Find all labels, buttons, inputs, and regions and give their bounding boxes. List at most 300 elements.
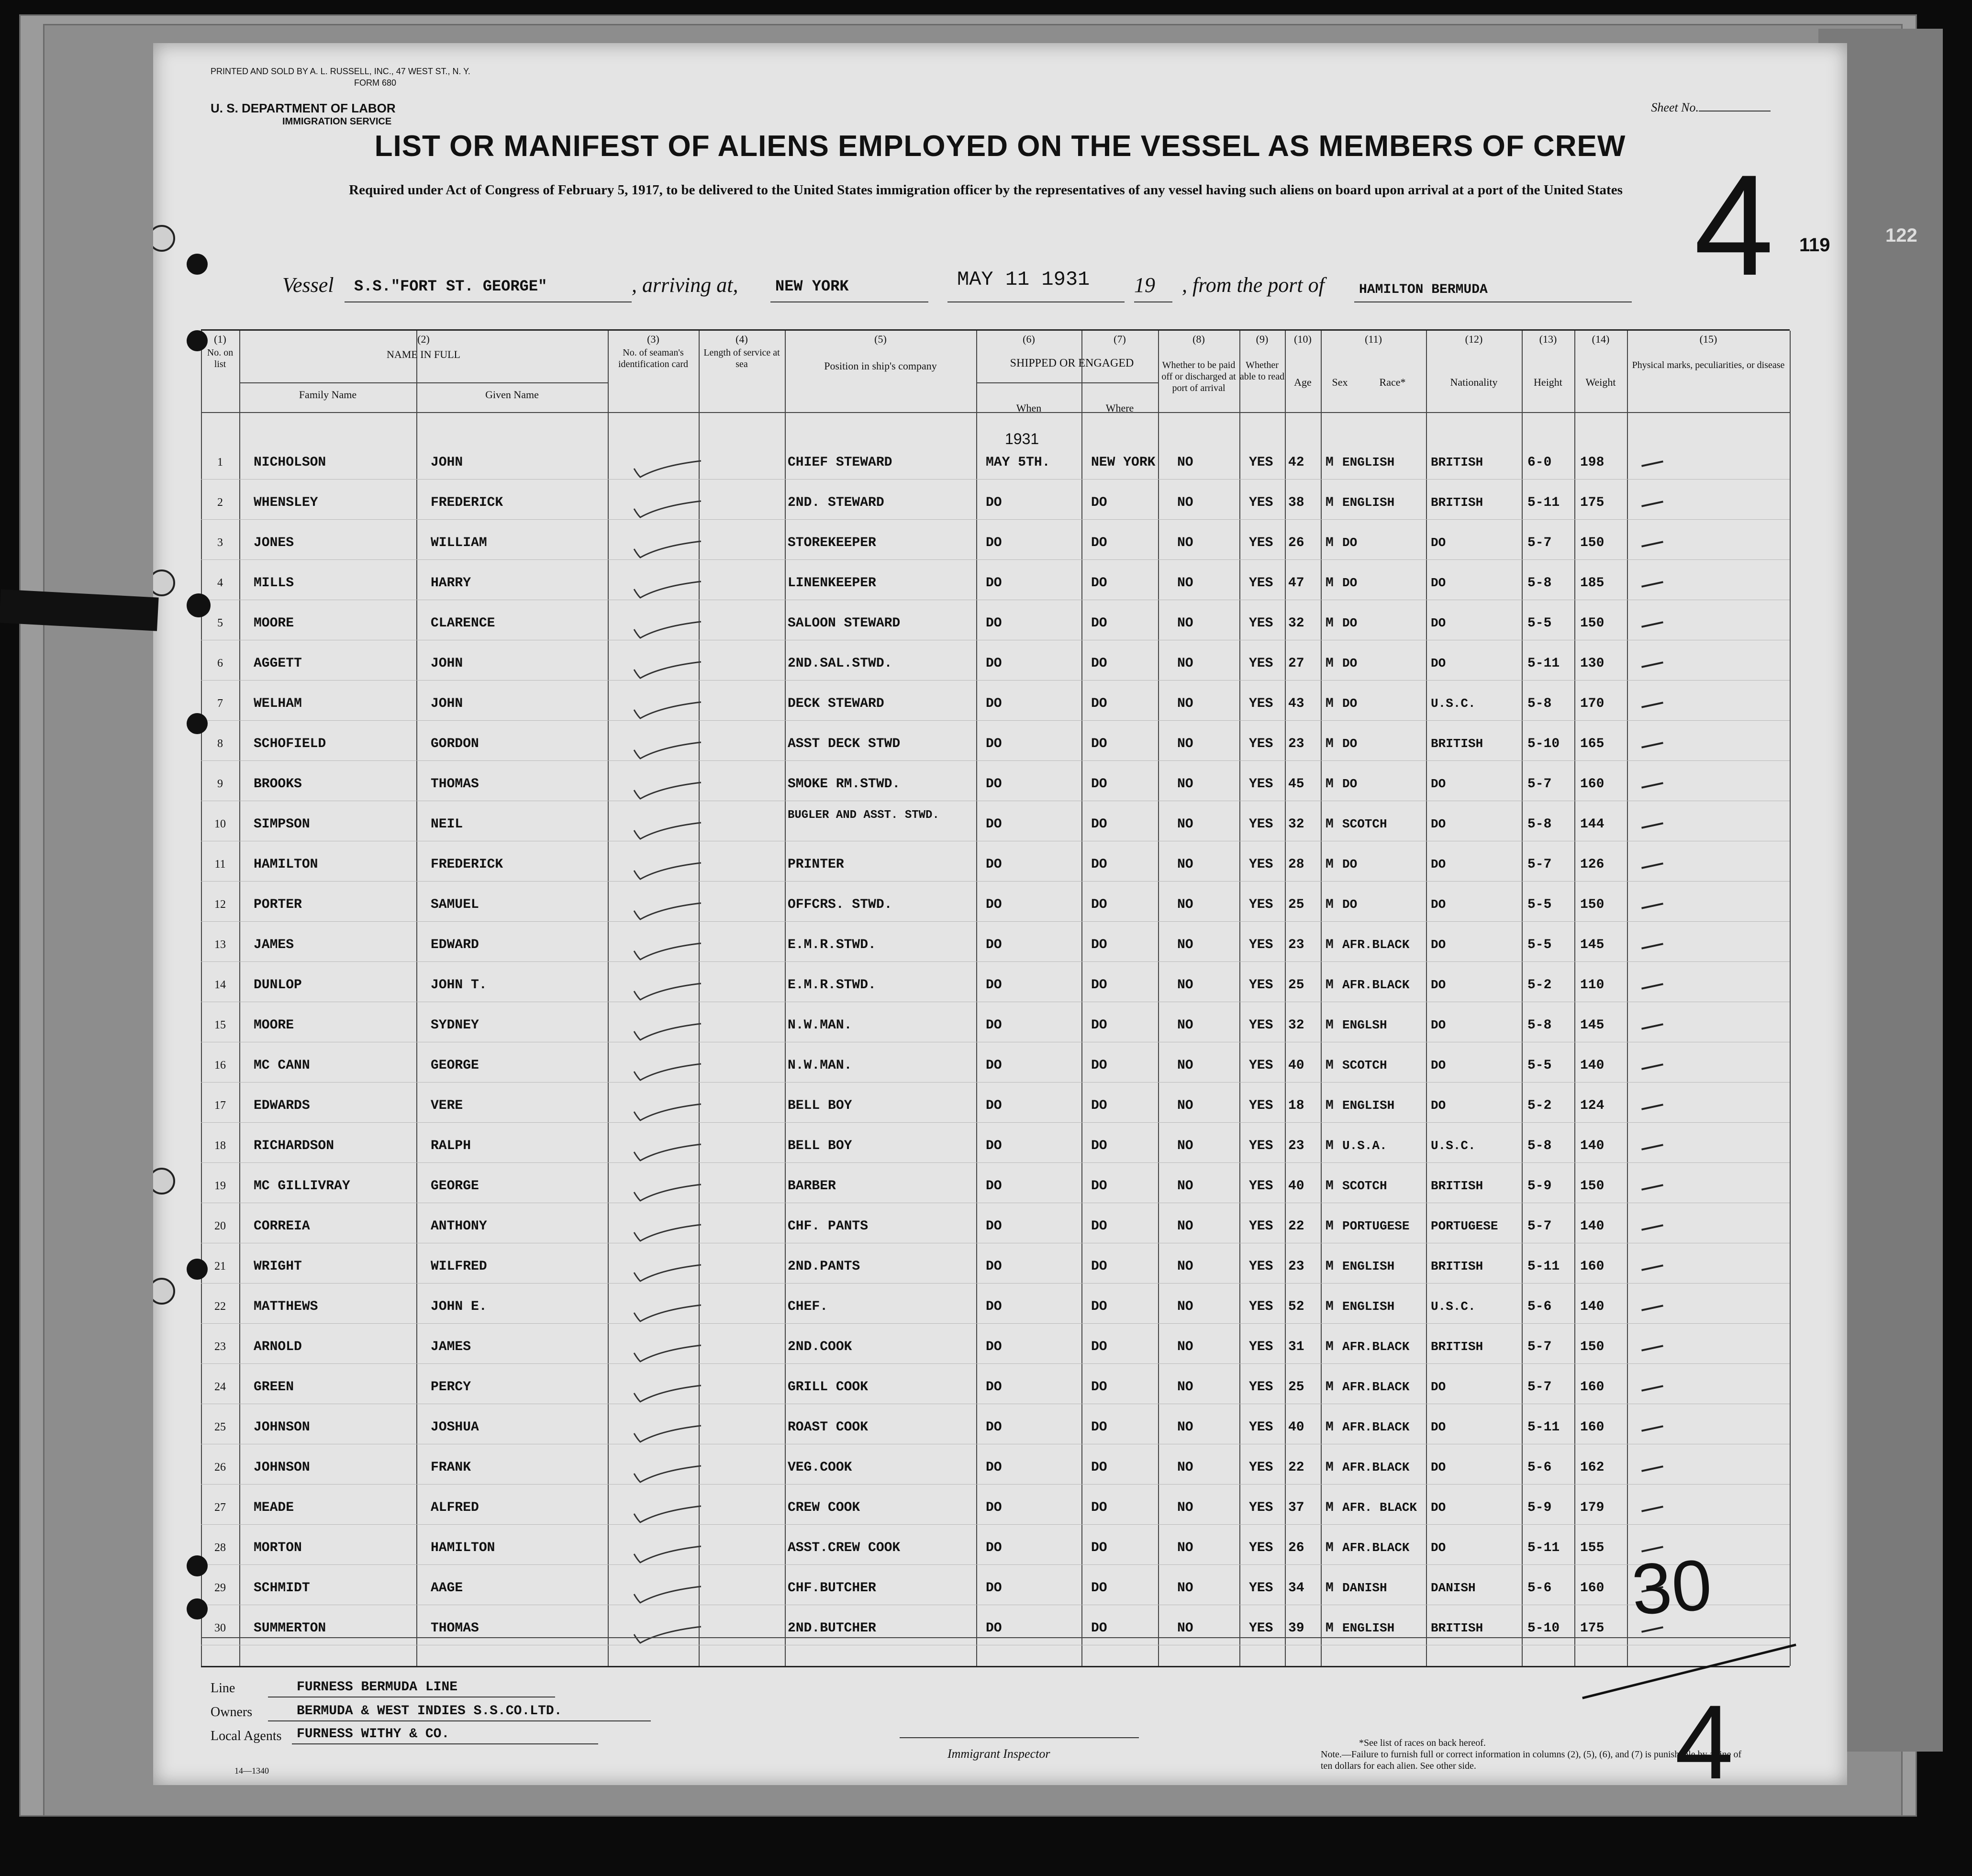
cell-read: YES [1249,1179,1273,1194]
cell-when: DO [986,1179,1002,1194]
cell-race: ENGLISH [1342,455,1395,469]
header-no-on-list: No. on list [207,347,234,369]
cell-nat: DO [1431,1541,1446,1555]
cell-weight: 160 [1580,1581,1604,1596]
cell-family: WHENSLEY [254,495,318,510]
row-number: 23 [214,1340,226,1353]
checkmark-icon [632,862,703,881]
table-row [201,1129,1790,1169]
footnote-races: *See list of races on back hereof. [1359,1738,1486,1748]
cell-position: BELL BOY [788,1139,852,1153]
row-number: 24 [214,1381,226,1393]
cell-sex: M [1326,1098,1334,1113]
cell-height: 5-11 [1527,495,1560,510]
cell-when: DO [986,1340,1002,1354]
header-shipped-or-engaged: SHIPPED OR ENGAGED [1010,357,1134,369]
cell-where: DO [1091,1340,1107,1354]
cell-weight: 162 [1580,1460,1604,1475]
header-sex: Sex [1332,376,1348,388]
form-code: 14—1340 [234,1766,269,1776]
cell-sex: M [1326,1621,1334,1636]
cell-weight: 150 [1580,536,1604,550]
cell-weight: 140 [1580,1058,1604,1073]
cell-age: 22 [1288,1219,1304,1234]
cell-paid: NO [1177,817,1193,832]
cell-when: DO [986,1018,1002,1033]
punch-hole [187,713,208,734]
handwritten-bottom-four: 4 [1675,1683,1734,1785]
cell-weight: 140 [1580,1139,1604,1153]
cell-age: 23 [1288,737,1304,751]
cell-where: DO [1091,1139,1107,1153]
row-number: 15 [214,1019,226,1031]
cell-read: YES [1249,1460,1273,1475]
cell-sex: M [1326,1299,1334,1314]
cell-family: HAMILTON [254,857,318,872]
cell-family: MC GILLIVRAY [254,1179,350,1194]
cell-where: DO [1091,536,1107,550]
table-row [201,807,1790,848]
cell-family: ARNOLD [254,1340,302,1354]
row-number: 29 [214,1582,226,1594]
row-number: 12 [214,898,226,911]
vessel-name: S.S."FORT ST. GEORGE" [354,278,547,295]
cell-given: JOHN [431,656,463,671]
cell-paid: NO [1177,897,1193,912]
cell-position: BELL BOY [788,1098,852,1113]
cell-position: VEG.COOK [788,1460,852,1475]
cell-weight: 124 [1580,1098,1604,1113]
cell-position: BUGLER AND ASST. STWD. [788,809,939,822]
cell-height: 5-6 [1527,1299,1552,1314]
cell-sex: M [1326,938,1334,952]
dash-mark [1641,782,1663,788]
table-row [201,727,1790,767]
table-row [201,566,1790,606]
cell-position: PRINTER [788,857,844,872]
cell-paid: NO [1177,656,1193,671]
line-label: Line [211,1681,235,1696]
row-number: 10 [214,818,226,830]
cell-weight: 160 [1580,1380,1604,1395]
table-row [201,606,1790,647]
cell-position: SALOON STEWARD [788,616,901,631]
cell-weight: 198 [1580,455,1604,470]
cell-when: DO [986,1500,1002,1515]
header-name-in-full: NAME IN FULL [387,348,460,360]
cell-height: 5-5 [1527,938,1552,952]
cell-age: 31 [1288,1340,1304,1354]
handwritten-sheet-number: 4 [1694,145,1774,305]
header-weight: Weight [1585,376,1616,388]
cell-where: DO [1091,817,1107,832]
cell-nat: DO [1431,857,1446,871]
table-row [201,526,1790,566]
cell-weight: 165 [1580,737,1604,751]
cell-weight: 155 [1580,1541,1604,1555]
dash-mark [1641,621,1663,627]
cell-height: 5-5 [1527,1058,1552,1073]
row-number: 17 [214,1099,226,1112]
checkmark-icon [632,1425,703,1444]
cell-height: 5-10 [1527,737,1560,751]
checkmark-icon [632,701,703,720]
row-number: 25 [214,1421,226,1433]
cell-when: DO [986,777,1002,792]
checkmark-icon [632,1586,703,1605]
cell-height: 5-2 [1527,1098,1552,1113]
cell-nat: DO [1431,536,1446,550]
checkmark-icon [632,1103,703,1122]
column-number-c5: (5) [874,333,887,345]
row-number: 21 [214,1260,226,1273]
cell-read: YES [1249,1299,1273,1314]
table-row [201,687,1790,727]
shipped-year-note: 1931 [1005,430,1039,447]
cell-when: DO [986,1420,1002,1435]
arriving-label: , arriving at, [632,273,738,297]
cell-family: MORTON [254,1541,302,1555]
cell-given: THOMAS [431,1621,479,1636]
cell-given: HAMILTON [431,1541,495,1555]
row-number: 9 [217,778,223,790]
cell-race: DO [1342,696,1358,711]
cell-age: 47 [1288,576,1304,591]
cell-family: SUMMERTON [254,1621,326,1636]
cell-position: N.W.MAN. [788,1018,852,1033]
cell-age: 32 [1288,1018,1304,1033]
table-row [201,1290,1790,1330]
dash-mark [1641,1506,1663,1512]
cell-when: DO [986,897,1002,912]
footnote-fine: Note.—Failure to furnish full or correct information in columns (2), (5), (6), and (7) is punishable by a fine of ten dollars for each alien. See other side. [1321,1749,1742,1771]
cell-family: JOHNSON [254,1420,310,1435]
header-age: Age [1294,376,1312,388]
sheet-no [1651,100,1771,115]
table-row [201,1571,1790,1611]
cell-age: 38 [1288,495,1304,510]
cell-nat: DO [1431,938,1446,952]
cell-nat: BRITISH [1431,495,1483,510]
cell-paid: NO [1177,1139,1193,1153]
cell-position: ASST DECK STWD [788,737,901,751]
cell-sex: M [1326,1380,1334,1395]
cell-weight: 140 [1580,1299,1604,1314]
cell-given: NEIL [431,817,463,832]
cell-paid: NO [1177,1058,1193,1073]
cell-position: E.M.R.STWD. [788,938,876,952]
dash-mark [1641,661,1663,668]
inspector-label: Immigrant Inspector [947,1747,1050,1761]
manifest-sheet [153,43,1847,1785]
cell-nat: PORTUGESE [1431,1219,1498,1233]
header-position: Position in ship's company [824,360,937,372]
cell-when: DO [986,1058,1002,1073]
cell-paid: NO [1177,1420,1193,1435]
cell-when: DO [986,1460,1002,1475]
column-number-c8: (8) [1192,333,1205,345]
cell-sex: M [1326,1139,1334,1153]
owners-value: BERMUDA & WEST INDIES S.S.CO.LTD. [297,1704,562,1719]
cell-family: MOORE [254,1018,294,1033]
column-number-c4: (4) [735,333,748,345]
table-row [201,647,1790,687]
cell-read: YES [1249,978,1273,993]
row-number: 13 [214,938,226,951]
cell-sex: M [1326,495,1334,510]
cell-sex: M [1326,696,1334,711]
cell-where: DO [1091,978,1107,993]
cell-given: GEORGE [431,1058,479,1073]
table-row [201,1531,1790,1571]
table-row [201,1250,1790,1290]
checkmark-icon [632,540,703,559]
cell-family: MEADE [254,1500,294,1515]
cell-height: 5-7 [1527,1380,1552,1395]
row-number: 28 [214,1541,226,1554]
punch-hole [187,593,211,617]
cell-given: SYDNEY [431,1018,479,1033]
cell-where: DO [1091,897,1107,912]
cell-family: JOHNSON [254,1460,310,1475]
cell-paid: NO [1177,1581,1193,1596]
cell-race: AFR.BLACK [1342,1420,1410,1434]
cell-paid: NO [1177,455,1193,470]
arrival-date: MAY 11 1931 [957,268,1090,291]
cell-height: 5-10 [1527,1621,1560,1636]
cell-age: 43 [1288,696,1304,711]
cell-sex: M [1326,1500,1334,1515]
cell-race: DO [1342,536,1358,550]
cell-when: DO [986,616,1002,631]
cell-nat: U.S.C. [1431,1139,1476,1153]
cell-sex: M [1326,1340,1334,1354]
column-number-c6: (6) [1023,333,1035,345]
table-row [201,1169,1790,1209]
dash-mark [1641,460,1663,467]
cell-read: YES [1249,1139,1273,1153]
punch-hole [153,1168,175,1195]
column-number-c12: (12) [1465,333,1483,345]
cell-height: 5-9 [1527,1500,1552,1515]
cell-given: AAGE [431,1581,463,1596]
cell-sex: M [1326,897,1334,912]
cell-where: DO [1091,1018,1107,1033]
cell-when: DO [986,857,1002,872]
row-number: 3 [217,536,223,549]
cell-given: PERCY [431,1380,471,1395]
dash-mark [1641,1104,1663,1110]
cell-sex: M [1326,1581,1334,1596]
cell-where: DO [1091,1581,1107,1596]
checkmark-icon [632,1545,703,1564]
cell-family: JAMES [254,938,294,952]
cell-sex: M [1326,817,1334,832]
checkmark-icon [632,822,703,841]
cell-when: DO [986,1098,1002,1113]
cell-read: YES [1249,696,1273,711]
cell-where: DO [1091,1500,1107,1515]
cell-sex: M [1326,656,1334,671]
row-number: 14 [214,979,226,991]
cell-given: SAMUEL [431,897,479,912]
row-number: 7 [217,697,223,710]
cell-given: JOSHUA [431,1420,479,1435]
cell-race: DANISH [1342,1581,1387,1595]
handwritten-total: 30 [1629,1544,1715,1630]
column-number-c7: (7) [1114,333,1126,345]
cell-sex: M [1326,1179,1334,1194]
dash-mark [1641,1425,1663,1431]
cell-height: 5-5 [1527,897,1552,912]
cell-read: YES [1249,1500,1273,1515]
cell-sex: M [1326,1058,1334,1073]
cell-weight: 150 [1580,897,1604,912]
cell-weight: 185 [1580,576,1604,591]
table-row [201,968,1790,1008]
checkmark-icon [632,1626,703,1645]
cell-height: 5-7 [1527,857,1552,872]
row-number: 22 [214,1300,226,1313]
cell-race: SCOTCH [1342,1058,1387,1072]
cell-position: SMOKE RM.STWD. [788,777,901,792]
cell-weight: 175 [1580,1621,1604,1636]
header-where: Where [1105,402,1134,414]
cell-given: THOMAS [431,777,479,792]
department-label [211,101,396,128]
cell-read: YES [1249,576,1273,591]
column-number-c10: (10) [1294,333,1312,345]
cell-nat: BRITISH [1431,737,1483,751]
cell-position: CREW COOK [788,1500,860,1515]
cell-where: DO [1091,1541,1107,1555]
cell-paid: NO [1177,1259,1193,1274]
cell-age: 37 [1288,1500,1304,1515]
cell-weight: 170 [1580,696,1604,711]
cell-height: 5-7 [1527,536,1552,550]
cell-nat: DO [1431,978,1446,992]
cell-where: DO [1091,1219,1107,1234]
cell-when: DO [986,817,1002,832]
cell-weight: 160 [1580,777,1604,792]
cell-age: 27 [1288,656,1304,671]
cell-paid: NO [1177,1018,1193,1033]
cell-given: EDWARD [431,938,479,952]
cell-paid: NO [1177,616,1193,631]
cell-position: CHIEF STEWARD [788,455,892,470]
cell-read: YES [1249,1541,1273,1555]
cell-when: DO [986,1581,1002,1596]
cell-paid: NO [1177,1299,1193,1314]
cell-position: OFFCRS. STWD. [788,897,892,912]
cell-race: ENGLISH [1342,1259,1395,1273]
cell-age: 32 [1288,616,1304,631]
cell-weight: 150 [1580,616,1604,631]
cell-given: FREDERICK [431,495,503,510]
checkmark-icon [632,661,703,680]
cell-age: 39 [1288,1621,1304,1636]
row-number: 18 [214,1139,226,1152]
cell-family: SCHOFIELD [254,737,326,751]
header-when: When [1016,402,1042,414]
cell-age: 25 [1288,978,1304,993]
cell-race: DO [1342,616,1358,630]
row-number: 5 [217,617,223,629]
cell-given: JOHN E. [431,1299,487,1314]
dash-mark [1641,541,1663,547]
checkmark-icon [632,1023,703,1042]
service-name: IMMIGRATION SERVICE [282,116,392,127]
cell-where: DO [1091,576,1107,591]
cell-read: YES [1249,1380,1273,1395]
cell-sex: M [1326,1541,1334,1555]
cell-read: YES [1249,455,1273,470]
cell-position: 2ND.SAL.STWD. [788,656,892,671]
cell-age: 18 [1288,1098,1304,1113]
cell-weight: 110 [1580,978,1604,993]
cell-position: 2ND.COOK [788,1340,852,1354]
table-row [201,1049,1790,1089]
checkmark-icon [632,1264,703,1283]
header-height: Height [1534,376,1562,388]
cell-height: 5-7 [1527,777,1552,792]
table-row [201,767,1790,807]
cell-family: MOORE [254,616,294,631]
cell-given: FREDERICK [431,857,503,872]
cell-height: 5-6 [1527,1581,1552,1596]
cell-nat: DO [1431,777,1446,791]
checkmark-icon [632,1344,703,1363]
cell-nat: BRITISH [1431,1340,1483,1354]
cell-sex: M [1326,616,1334,631]
punch-hole [153,225,175,252]
cell-read: YES [1249,1581,1273,1596]
cell-position: CHF. PANTS [788,1219,869,1234]
cell-given: CLARENCE [431,616,495,631]
cell-family: SCHMIDT [254,1581,310,1596]
cell-where: DO [1091,938,1107,952]
cell-race: ENGLISH [1342,1098,1395,1113]
cell-position: GRILL COOK [788,1380,869,1395]
cell-nat: DANISH [1431,1581,1476,1595]
cell-read: YES [1249,737,1273,751]
cell-when: DO [986,1139,1002,1153]
cell-race: AFR.BLACK [1342,1460,1410,1474]
cell-height: 5-11 [1527,1541,1560,1555]
cell-paid: NO [1177,737,1193,751]
cell-weight: 150 [1580,1340,1604,1354]
cell-sex: M [1326,857,1334,872]
page-number-119: 119 [1799,234,1830,256]
cell-sex: M [1326,978,1334,993]
cell-nat: U.S.C. [1431,696,1476,711]
cell-race: U.S.A. [1342,1139,1387,1153]
dash-mark [1641,1063,1663,1070]
cell-read: YES [1249,1018,1273,1033]
cell-family: EDWARDS [254,1098,310,1113]
dash-mark [1641,983,1663,989]
cell-weight: 175 [1580,495,1604,510]
table-row [201,1410,1790,1451]
cell-weight: 140 [1580,1219,1604,1234]
cell-height: 5-8 [1527,576,1552,591]
cell-height: 5-6 [1527,1460,1552,1475]
column-number-c2: (2) [417,333,430,345]
cell-weight: 126 [1580,857,1604,872]
arriving-port: NEW YORK [775,278,849,295]
cell-when: DO [986,938,1002,952]
cell-where: DO [1091,616,1107,631]
